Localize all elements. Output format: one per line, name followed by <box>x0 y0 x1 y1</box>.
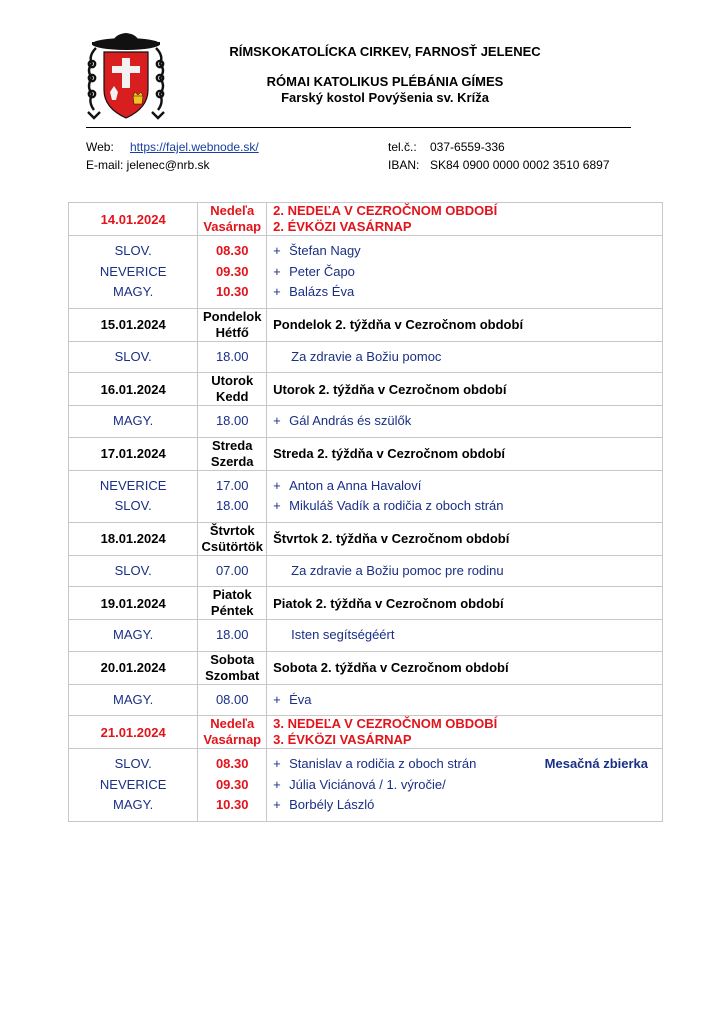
day-title <box>267 203 663 236</box>
cross-icon: + <box>273 243 281 258</box>
day-name <box>198 522 267 555</box>
day-title: Utorok 2. týždňa v Cezročnom období <box>267 373 663 406</box>
mass-places <box>69 749 198 822</box>
mass-time: 18.00 <box>215 498 249 513</box>
day-name <box>198 651 267 684</box>
header-divider <box>86 127 631 128</box>
cross-icon: + <box>273 284 281 299</box>
mass-row <box>69 341 663 373</box>
day-date: 17.01.2024 <box>69 437 198 470</box>
day-header-row <box>69 651 663 684</box>
header-line-1: RÍMSKOKATOLÍCKA CIRKEV, FARNOSŤ JELENEC <box>229 44 541 59</box>
day-name-hu: Kedd <box>215 389 249 404</box>
mass-row <box>69 470 663 522</box>
collection-note: Mesačná zbierka <box>544 756 648 771</box>
cross-icon: + <box>273 691 281 707</box>
galero-hat-icon <box>92 33 160 50</box>
mass-time: 10.30 <box>215 284 249 299</box>
mass-place: MAGY. <box>113 691 154 707</box>
day-name-hu: Szombat <box>205 667 260 683</box>
day-name-hu: Szerda <box>210 453 254 469</box>
mass-intentions <box>267 620 663 652</box>
day-title: Streda 2. týždňa v Cezročnom období <box>267 437 663 470</box>
parish-crest <box>82 30 170 122</box>
day-name-hu: Hétfő <box>215 324 249 340</box>
day-header-row <box>69 716 663 749</box>
intention-text: Štefan Nagy <box>289 243 361 258</box>
mass-times <box>198 749 267 822</box>
mass-time: 09.30 <box>215 263 249 279</box>
mass-places <box>69 406 198 438</box>
shield-icon <box>104 52 148 118</box>
mass-place: MAGY. <box>113 413 154 428</box>
mass-intentions <box>267 470 663 522</box>
contact-left <box>86 138 259 174</box>
intention-text: Éva <box>289 691 312 707</box>
mass-times <box>198 470 267 522</box>
cross-icon: + <box>273 498 281 513</box>
intention-text: Za zdravie a Božiu pomoc pre rodinu <box>291 562 504 578</box>
intention-text: Balázs Éva <box>289 284 355 299</box>
day-name-sk: Štvrtok <box>209 522 255 538</box>
mass-intentions <box>267 684 663 716</box>
mass-places <box>69 555 198 587</box>
header-line-2: RÓMAI KATOLIKUS PLÉBÁNIA GÍMES <box>266 74 504 89</box>
mass-time: 07.00 <box>215 562 249 578</box>
mass-time: 18.00 <box>215 413 249 428</box>
intention-text: Júlia Viciánová / 1. výročie/ <box>289 776 446 792</box>
mass-intentions <box>267 555 663 587</box>
day-name <box>198 373 267 406</box>
intention-text: Mikuláš Vadík a rodičia z oboch strán <box>289 498 504 513</box>
website-link[interactable]: https://fajel.webnode.sk/ <box>130 140 259 154</box>
day-title: Pondelok 2. týždňa v Cezročnom období <box>267 308 663 341</box>
mass-place: SLOV. <box>114 243 152 258</box>
mass-place: NEVERICE <box>99 776 167 792</box>
tel-value: 037-6559-336 <box>430 140 505 154</box>
mass-place: MAGY. <box>113 797 154 812</box>
day-name <box>198 587 267 620</box>
mass-schedule-table <box>68 202 663 822</box>
mass-places <box>69 470 198 522</box>
mass-times <box>198 555 267 587</box>
day-title: Piatok 2. týždňa v Cezročnom období <box>267 587 663 620</box>
day-title: Štvrtok 2. týždňa v Cezročnom období <box>267 522 663 555</box>
day-name <box>198 308 267 341</box>
day-name-sk: Streda <box>212 437 253 453</box>
web-label: Web: <box>86 140 114 154</box>
day-date: 14.01.2024 <box>69 203 198 236</box>
day-title-sk: 3. NEDEĽA V CEZROČNOM OBDOBÍ <box>273 716 498 731</box>
mass-place: NEVERICE <box>99 477 167 493</box>
contact-right <box>388 138 610 174</box>
parish-header <box>160 44 610 106</box>
day-date: 19.01.2024 <box>69 587 198 620</box>
day-date: 18.01.2024 <box>69 522 198 555</box>
cross-icon: + <box>273 477 281 493</box>
mass-places <box>69 236 198 309</box>
day-name-hu: Péntek <box>210 603 254 618</box>
mass-row <box>69 684 663 716</box>
day-title <box>267 716 663 749</box>
mass-place: MAGY. <box>113 627 154 642</box>
day-title: Sobota 2. týždňa v Cezročnom období <box>267 651 663 684</box>
mass-place: NEVERICE <box>99 263 167 279</box>
day-name-sk: Pondelok <box>202 308 262 324</box>
cross-icon: + <box>273 776 281 792</box>
mass-times <box>198 406 267 438</box>
day-title-sk: 2. NEDEĽA V CEZROČNOM OBDOBÍ <box>273 203 498 218</box>
cross-icon: + <box>273 797 281 812</box>
intention-text: Peter Čapo <box>289 263 355 279</box>
mass-time: 10.30 <box>215 797 249 812</box>
mass-intentions <box>267 236 663 309</box>
day-date: 21.01.2024 <box>69 716 198 749</box>
cross-icon: + <box>273 756 281 771</box>
mass-row <box>69 555 663 587</box>
day-header-row <box>69 437 663 470</box>
mass-times <box>198 236 267 309</box>
day-name <box>198 716 267 749</box>
day-name-sk: Sobota <box>210 651 255 667</box>
mass-place: SLOV. <box>114 562 152 578</box>
mass-row <box>69 749 663 822</box>
day-name <box>198 437 267 470</box>
day-date: 16.01.2024 <box>69 373 198 406</box>
mass-time: 18.00 <box>215 627 249 642</box>
mass-time: 17.00 <box>215 477 249 493</box>
day-name-sk: Utorok <box>211 373 254 388</box>
mass-time: 18.00 <box>215 348 249 364</box>
day-name-hu: Csütörtök <box>201 538 263 554</box>
email-text: E-mail: jelenec@nrb.sk <box>86 158 210 172</box>
cross-icon: + <box>273 413 281 428</box>
mass-row <box>69 620 663 652</box>
intention-text: Anton a Anna Havaloví <box>289 477 422 493</box>
mass-intentions <box>267 749 663 822</box>
mass-place: MAGY. <box>113 284 154 299</box>
day-name-sk: Nedeľa <box>210 716 255 731</box>
day-title-hu: 2. ÉVKÖZI VASÁRNAP <box>273 219 412 234</box>
mass-place: SLOV. <box>114 498 152 513</box>
iban-value: SK84 0900 0000 0002 3510 6897 <box>430 158 610 172</box>
day-header-row <box>69 587 663 620</box>
intention-text: Za zdravie a Božiu pomoc <box>291 348 442 364</box>
mass-times <box>198 684 267 716</box>
mass-time: 09.30 <box>215 776 249 792</box>
mass-row <box>69 406 663 438</box>
intention-text: Isten segítségéért <box>291 627 395 642</box>
mass-row <box>69 236 663 309</box>
day-date: 15.01.2024 <box>69 308 198 341</box>
day-name-sk: Piatok <box>212 587 252 602</box>
day-date: 20.01.2024 <box>69 651 198 684</box>
mass-time: 08.30 <box>215 756 249 771</box>
iban-label: IBAN: <box>388 158 420 172</box>
mass-time: 08.30 <box>215 243 249 258</box>
mass-times <box>198 341 267 373</box>
mass-places <box>69 341 198 373</box>
intention-text: Borbély László <box>289 797 375 812</box>
cross-icon: + <box>273 263 281 279</box>
intention-text: Gál András és szülők <box>289 413 412 428</box>
mass-intentions <box>267 406 663 438</box>
day-header-row <box>69 203 663 236</box>
tel-label: tel.č.: <box>388 140 417 154</box>
mass-time: 08.00 <box>215 691 249 707</box>
header-line-3: Farský kostol Povýšenia sv. Kríža <box>281 90 489 105</box>
day-name-hu: Vasárnap <box>203 732 262 747</box>
day-header-row <box>69 522 663 555</box>
day-header-row <box>69 308 663 341</box>
mass-intentions <box>267 341 663 373</box>
day-title-hu: 3. ÉVKÖZI VASÁRNAP <box>273 732 412 747</box>
mass-places <box>69 684 198 716</box>
mass-times <box>198 620 267 652</box>
intention-text: Stanislav a rodičia z oboch strán <box>289 756 477 771</box>
mass-place: SLOV. <box>114 756 152 771</box>
day-name-sk: Nedeľa <box>210 203 255 218</box>
day-header-row <box>69 373 663 406</box>
day-name <box>198 203 267 236</box>
mass-places <box>69 620 198 652</box>
mass-place: SLOV. <box>114 348 152 364</box>
day-name-hu: Vasárnap <box>203 219 262 234</box>
